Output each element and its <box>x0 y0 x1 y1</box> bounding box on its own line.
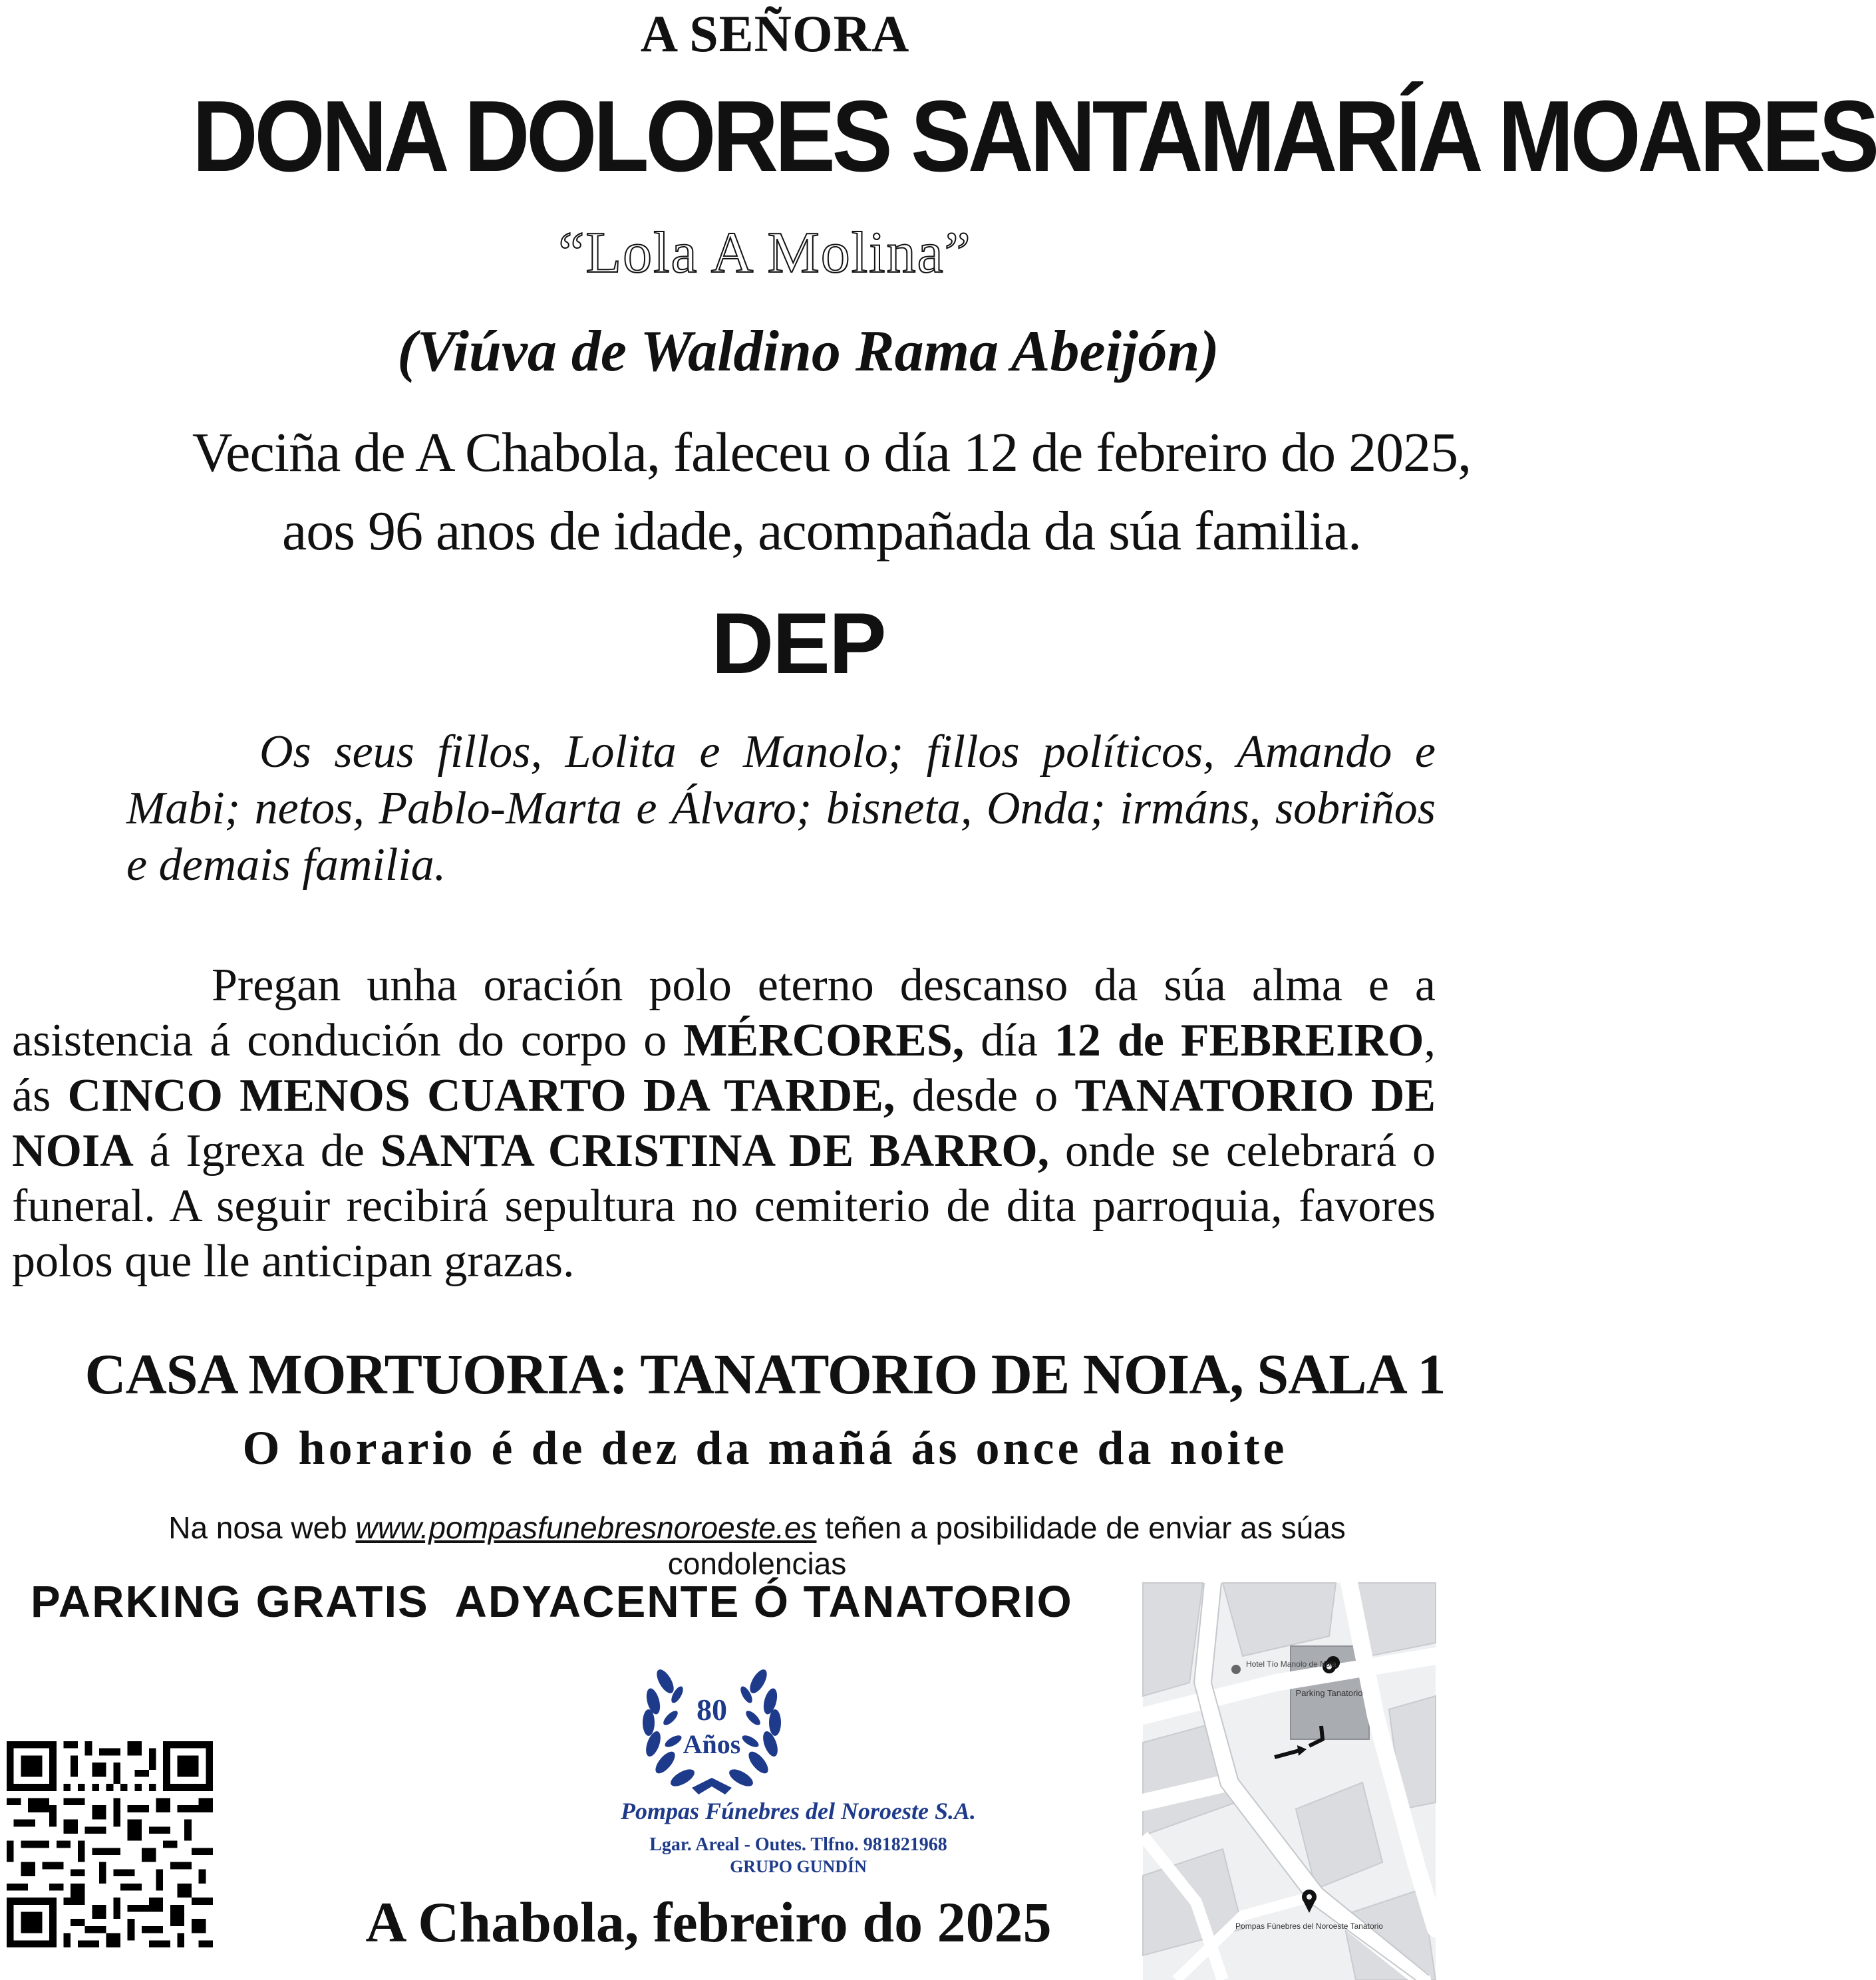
ceremony-day: MÉRCORES, <box>683 1015 965 1066</box>
laurel-wreath-logo-icon <box>619 1655 805 1801</box>
nickname: “Lola A Molina” <box>558 221 972 285</box>
location-map[interactable] <box>1143 1583 1436 1980</box>
family-paragraph: Os seus fillos, Lolita e Manolo; fillos políticos, Amando e Mabi; netos, Pablo-Marta e Álvaro; bisneta, Onda; irmáns, sobriños e demais familia. <box>126 726 1436 891</box>
mortuary-title: CASA MORTUORIA: TANATORIO DE NOIA, SALA 1 <box>84 1342 1446 1406</box>
logo-word: Años <box>683 1729 741 1759</box>
deceased-name: DONA DOLORES SANTAMARÍA MOARES <box>192 80 1876 193</box>
ceremony-origin: TANATORIO DE NOIA <box>12 1070 1436 1177</box>
ceremony-text-2: día <box>964 1015 1054 1066</box>
map-hotel-label: Hotel Tío Manolo de Noia <box>1246 1659 1336 1669</box>
notice-line-2: aos 96 anos de idade, acompañada da súa familia. <box>281 500 1362 562</box>
ceremony-text-4: desde o <box>895 1070 1075 1121</box>
closing-line: A Chabola, febreiro do 2025 <box>365 1890 1052 1954</box>
widow-of: (Viúva de Waldino Rama Abeijón) <box>397 319 1219 384</box>
ceremony-text-6: onde se celebrará o funeral. A seguir recibirá sepultura no cemiterio de dita parroquia, favores polos que lle anticipan grazas. <box>12 1125 1436 1287</box>
heading-title: A SEÑORA <box>640 5 910 63</box>
ceremony-text-1: Pregan unha oración polo eterno descanso da súa alma e a asistencia á condución do corpo o <box>12 960 1436 1066</box>
logo-years: 80 <box>697 1693 727 1727</box>
ceremony-text-5: á Igrexa de <box>133 1125 381 1177</box>
map-hotel-icon <box>1231 1665 1241 1674</box>
mortuary-hours: O horario é de dez da mañá ás once da noite <box>242 1421 1288 1475</box>
ceremony-text-3: , ás <box>12 1015 1436 1121</box>
company-group: GRUPO GUNDÍN <box>730 1857 867 1876</box>
web-suffix: teñen a posibilidade de enviar as súas condolencias <box>667 1510 1346 1581</box>
web-link[interactable]: www.pompasfunebresnoroeste.es <box>355 1510 817 1545</box>
map-funeral-home-label: Pompas Fúnebres del Noroeste Tanatorio <box>1235 1921 1383 1931</box>
ceremony-time: CINCO MENOS CUARTO DA TARDE, <box>67 1070 895 1121</box>
company-address: Lgar. Areal - Outes. Tlfno. 981821968 <box>649 1834 947 1855</box>
company-name: Pompas Fúnebres del Noroeste S.A. <box>620 1798 977 1824</box>
ceremony-church: SANTA CRISTINA DE BARRO, <box>380 1125 1050 1177</box>
map-parking-label: Parking Tanatorio <box>1295 1688 1363 1698</box>
web-prefix: Na nosa web <box>168 1510 356 1545</box>
parking-notice: PARKING GRATIS ADYACENTE Ó TANATORIO <box>31 1577 1073 1627</box>
web-line <box>105 1510 1409 1582</box>
ceremony-paragraph <box>12 958 1436 1289</box>
notice-line-1: Veciña de A Chabola, faleceu o día 12 de febreiro do 2025, <box>192 422 1472 484</box>
ceremony-date: 12 de FEBREIRO <box>1054 1015 1424 1066</box>
dep-heading: DEP <box>711 595 885 692</box>
